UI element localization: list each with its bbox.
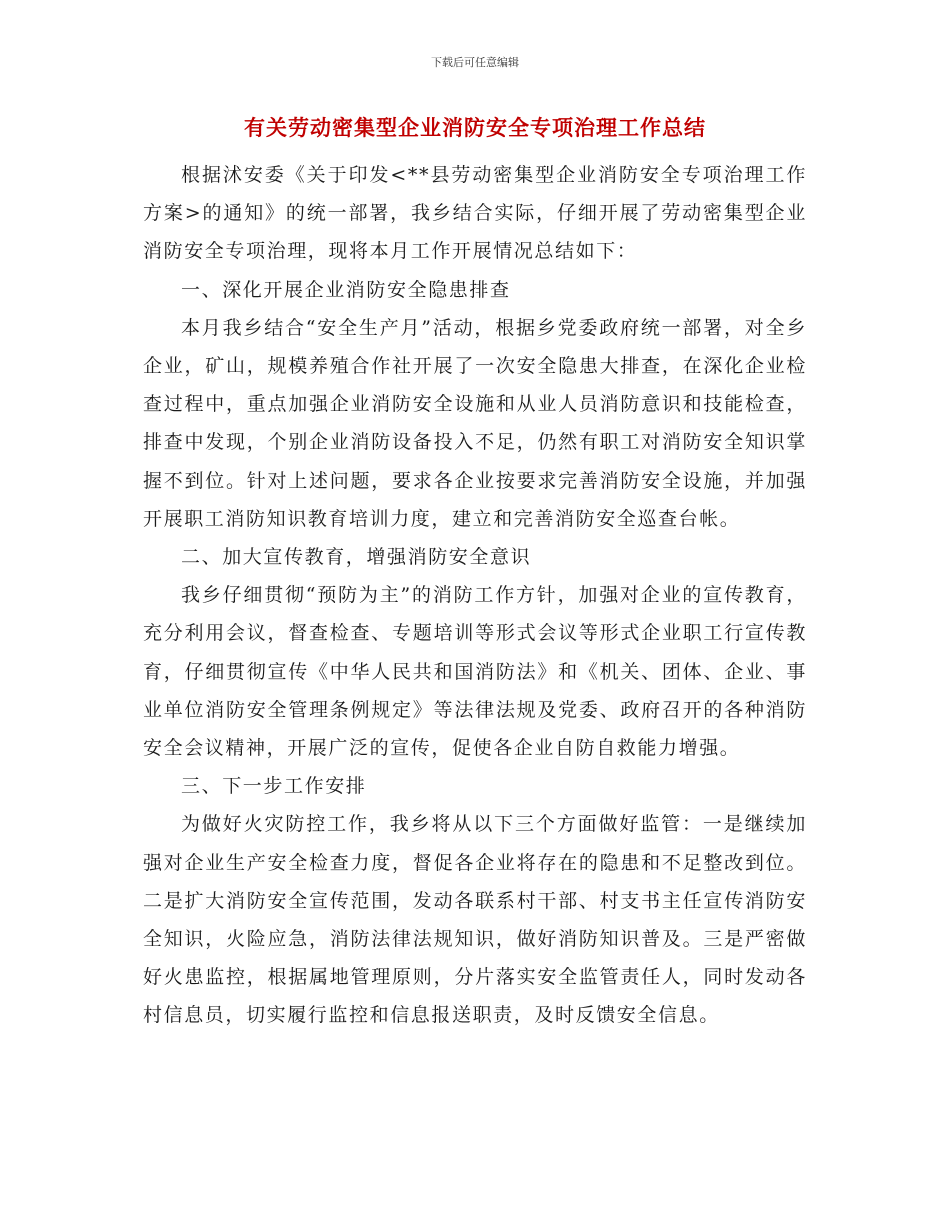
- section-heading-3: 三、下一步工作安排: [181, 775, 367, 798]
- header-note: 下载后可任意编辑: [431, 56, 519, 69]
- document-body: [143, 156, 807, 1035]
- section-paragraph-2: 我乡仔细贯彻“预防为主”的消防工作方针，加强对企业的宣传教育，充分利用会议，督查检查、专题培训等形式会议等形式企业职工行宣传教育，仔细贯彻宣传《中华人民共和国消防法》和《机关、团体、企业、事业单位消防安全管理条例规定》等法律法规及党委、政府召开的各种消防安全会议精神，开展广泛的宣传，促使各企业自防自救能力增强。: [143, 584, 807, 760]
- document-title: 有关劳动密集型企业消防安全专项治理工作总结: [244, 116, 706, 140]
- section-heading-2: 二、加大宣传教育，增强消防安全意识: [181, 546, 532, 569]
- section-heading-1: 一、深化开展企业消防安全隐患排查: [181, 278, 511, 301]
- section-paragraph-3: 为做好火灾防控工作，我乡将从以下三个方面做好监管：一是继续加强对企业生产安全检查力度，督促各企业将存在的隐患和不足整改到位。二是扩大消防安全宣传范围，发动各联系村干部、村支书主任宣传消防安全知识，火险应急，消防法律法规知识，做好消防知识普及。三是严密做好火患监控，根据属地管理原则，分片落实安全监管责任人，同时发动各村信息员，切实履行监控和信息报送职责，及时反馈安全信息。: [143, 813, 807, 1027]
- intro-paragraph: 根据沭安委《关于印发<**县劳动密集型企业消防安全专项治理工作方案>的通知》的统一部署，我乡结合实际，仔细开展了劳动密集型企业消防安全专项治理，现将本月工作开展情况总结如下：: [143, 164, 807, 263]
- section-paragraph-1: 本月我乡结合“安全生产月”活动，根据乡党委政府统一部署，对全乡企业，矿山，规模养殖合作社开展了一次安全隐患大排查，在深化企业检查过程中，重点加强企业消防安全设施和从业人员消防意识和技能检查，排查中发现，个别企业消防设备投入不足，仍然有职工对消防安全知识掌握不到位。针对上述问题，要求各企业按要求完善消防安全设施，并加强开展职工消防知识教育培训力度，建立和完善消防安全巡查台帐。: [143, 316, 807, 530]
